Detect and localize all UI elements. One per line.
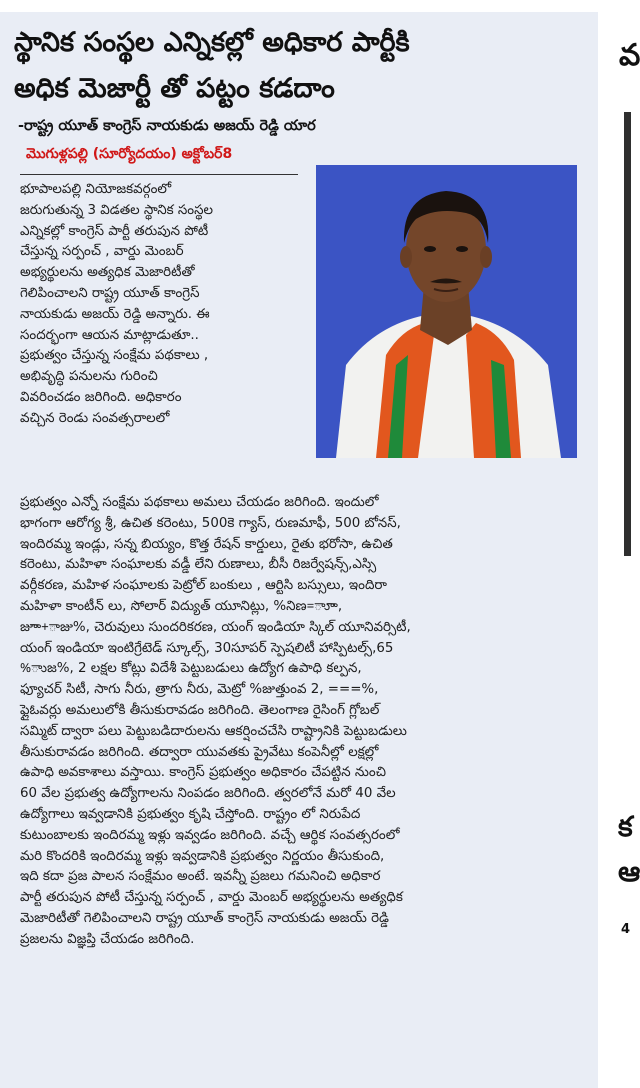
body-narrow-line: చేస్తున్న సర్పంచ్ , వార్డు మెంబర్ bbox=[20, 244, 184, 260]
body-wide-line: ఉద్యోగాలు ఇవ్వడానికి ప్రభుత్వం కృషి చేస్తోంది. రాష్ట్రం లో నిరుపేద bbox=[20, 806, 361, 822]
body-wide-line: పార్టీ తరుపున పోటీ చేస్తున్న సర్పంచ్ , వార్డు మెంబర్ అభ్యర్థులను అత్యధిక bbox=[20, 890, 403, 906]
body-wide-line: %ాుజ%, 2 లక్షల కోట్లు విదేశీ పెట్టుబడులు ఉద్యోగ ఉపాధి కల్పన, bbox=[20, 661, 362, 677]
person-photo bbox=[316, 165, 577, 458]
body-wide-line: ఇందిరమ్మ ఇండ్లు, సన్న బియ్యం, కొత్త రేషన్ కార్డులు, రైతు భరోసా, ఉచిత bbox=[20, 536, 393, 552]
body-wide-line: జూా+ాజు%, చెరువులు సుందరికరణ, యంగ్ ఇండియా స్కిల్ యూనివర్సిటీ, bbox=[20, 619, 411, 635]
body-wide-line: కుటుంబాలకు ఇందిరమ్మ ఇళ్లు ఇవ్వడం జరిగింది. వచ్చే ఆర్థిక సంవత్సరంలో bbox=[20, 827, 400, 843]
person-portrait-illustration bbox=[316, 165, 577, 458]
article-body-narrow bbox=[20, 180, 310, 430]
body-wide-line: ఫ్లైఓవర్లు అమలులోకి తీసుకురావడం జరిగింది. తెలంగాణ రైసింగ్ గ్లోబల్ bbox=[20, 702, 380, 718]
byline: -రాష్ట్ర యూత్ కాంగ్రెస్ నాయకుడు అజయ్ రెడ్డి యార bbox=[18, 118, 316, 134]
body-wide-line: కరెంటు, మహిళా సంఘాలకు వడ్డీ లేని రుణాలు, బీసీ రిజర్వేషన్స్,ఎస్సి bbox=[20, 557, 377, 573]
body-wide-line: మెజారిటీతో గెలిపించాలని రాష్ట్ర యూత్ కాంగ్రెస్ నాయకుడు అజయ్ రెడ్డి bbox=[20, 910, 389, 926]
headline-line-1: స్థానిక సంస్థల ఎన్నికల్లో అధికార పార్టీకి bbox=[14, 27, 410, 58]
body-narrow-line: సందర్భంగా ఆయన మాట్లాడుతూ.. bbox=[20, 327, 199, 343]
body-wide-line: ఫ్యూచర్ సిటీ, సాగు నీరు, త్రాగు నీరు, మెట్రో %జుత్తుంవ 2, ===%, bbox=[20, 682, 379, 698]
body-wide-line: ప్రజలను విజ్ఞప్తి చేయడం జరిగింది. bbox=[20, 931, 195, 947]
body-narrow-line: వచ్చిన రెండు సంవత్సరాలలో bbox=[20, 410, 170, 426]
neighbor-article-photo bbox=[624, 112, 631, 556]
body-wide-line: భాగంగా ఆరోగ్య శ్రీ, ఉచిత కరెంటు, 500కె గ్యాస్, రుణమాఫీ, 500 బోనస్, bbox=[20, 515, 401, 531]
body-narrow-line: అభ్యర్థులను అత్యధిక మెజారిటీతో bbox=[20, 265, 195, 281]
divider-rule bbox=[20, 174, 298, 175]
body-wide-line: మరి కొందరికి ఇందిరమ్మ ఇళ్లు ఇవ్వడానికి ప్రభుత్వం నిర్ణయం తీసుకుంది, bbox=[20, 848, 385, 864]
body-narrow-line: ఎన్నికల్లో కాంగ్రెస్ పార్టీ తరుపున పోటీ bbox=[20, 223, 209, 239]
body-narrow-line: అభివృద్ధి పనులను గురించి bbox=[20, 369, 158, 385]
body-narrow-line: జరుగుతున్న 3 విడతల స్థానిక సంస్థల bbox=[20, 202, 213, 218]
dateline: మొగుళ్లపల్లి (సూర్యోదయం) అక్టోబర్8 bbox=[26, 146, 233, 162]
body-narrow-line: నాయకుడు అజయ్ రెడ్డి అన్నారు. ఈ bbox=[20, 306, 210, 322]
body-wide-line: ప్రభుత్వం ఎన్నో సంక్షేమ పథకాలు అమలు చేయడం జరిగింది. ఇందులో bbox=[20, 495, 379, 510]
article-body-wide bbox=[20, 493, 585, 951]
body-narrow-line: వివరించడం జరిగింది. అధికారం bbox=[20, 389, 182, 405]
neighbor-headline-glyph-2: ఆ bbox=[618, 855, 640, 888]
body-wide-line: మహిళా కాంటీన్ లు, సోలార్ విద్యుత్ యూనిట్లు, %నిణ=ాూా, bbox=[20, 598, 343, 614]
body-wide-line: ఇది కదా ప్రజ పాలన సంక్షేమం అంటే. ఇవన్నీ ప్రజలు గమనించి అధికార bbox=[20, 869, 381, 885]
body-wide-line: ఉపాధి అవకాశాలు వస్తాయి. కాంగ్రెస్ ప్రభుత్వం అధికారం చేపట్టిన నుంచి bbox=[20, 765, 386, 781]
body-wide-line: తీసుకురావడం జరిగింది. తద్వారా యువతకు ప్రైవేటు కంపెనీల్లో లక్షల్లో bbox=[20, 744, 379, 760]
neighbor-byline-number: 4 bbox=[621, 922, 631, 937]
neighbor-article-headline-glyph: వ bbox=[619, 38, 640, 73]
body-narrow-line: గెలిపించాలని రాష్ట్ర యూత్ కాంగ్రెస్ bbox=[20, 285, 200, 301]
body-narrow-line: భూపాలపల్లి నియోజకవర్గంలో bbox=[20, 182, 172, 197]
body-wide-line: వర్గీకరణ, మహిళ సంఘాలకు పెట్రోల్ బంకులు , ఆర్టిసి బస్సులు, ఇందిరా bbox=[20, 578, 387, 594]
body-wide-line: 60 వేల ప్రభుత్వ ఉద్యోగాలను నింపడం జరిగింది. త్వరలోనే మరో 40 వేల bbox=[20, 786, 396, 802]
neighbor-headline-glyph-1: క bbox=[618, 810, 633, 843]
body-wide-line: సమ్మిట్ ద్వారా పలు పెట్టుబడిదారులను ఆకర్షించచేసి రాష్ట్రానికి పెట్టుబడులు bbox=[20, 723, 407, 739]
body-narrow-line: ప్రభుత్వం చేస్తున్న సంక్షేమ పథకాలు , bbox=[20, 348, 209, 364]
body-wide-line: యంగ్ ఇండియా ఇంటిగ్రేటెడ్ స్కూల్స్, 30సూపర్ స్పెషలిటీ హాస్పిటల్స్,65 bbox=[20, 640, 394, 656]
headline-line-2: అధిక మెజార్టీ తో పట్టం కడదాం bbox=[14, 73, 335, 104]
article-headline bbox=[14, 20, 584, 112]
